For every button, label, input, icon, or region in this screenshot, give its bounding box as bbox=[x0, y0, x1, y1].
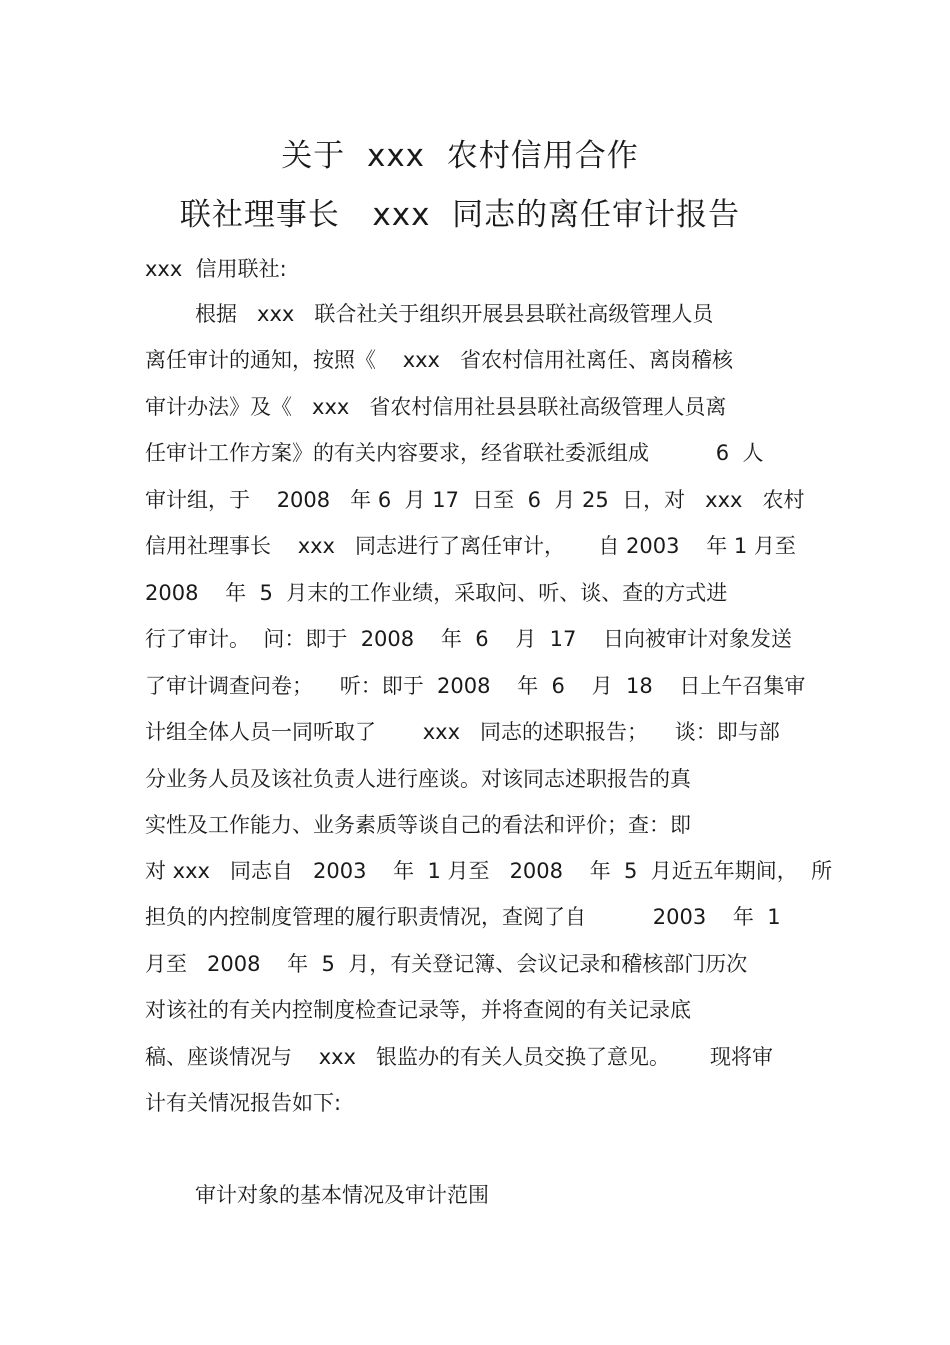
body-line: 计组全体人员一同听取了 xxx 同志的述职报告； 谈：即与部 bbox=[145, 720, 780, 744]
salutation: xxx 信用联社: bbox=[145, 257, 287, 281]
body-line: 了审计调查问卷； 听：即于 2008 年 6 月 18 日上午召集审 bbox=[145, 674, 806, 698]
body-line: 计有关情况报告如下: bbox=[145, 1091, 342, 1115]
body-line: 离任审计的通知，按照《 xxx 省农村信用社离任、离岗稽核 bbox=[145, 348, 734, 372]
body-line: 对 xxx 同志自 2003 年 1 月至 2008 年 5 月近五年期间， 所 bbox=[145, 859, 833, 883]
body-line: 根据 xxx 联合社关于组织开展县县联社高级管理人员 bbox=[195, 302, 714, 326]
body-line: 实性及工作能力、业务素质等谈自己的看法和评价；查：即 bbox=[145, 813, 691, 837]
body-line: 2008 年 5 月末的工作业绩，采取问、听、谈、查的方式进 bbox=[145, 581, 728, 605]
body-line: 审计办法》及《 xxx 省农村信用社县县联社高级管理人员离 bbox=[145, 395, 727, 419]
document-title-line-2: 联社理事长 xxx 同志的离任审计报告 bbox=[179, 197, 741, 233]
document-title-line-1: 关于 xxx 农村信用合作 bbox=[281, 138, 639, 174]
body-line: 审计组，于 2008 年 6 月 17 日至 6 月 25 日，对 xxx 农村 bbox=[145, 488, 805, 512]
body-line: 稿、座谈情况与 xxx 银监办的有关人员交换了意见。 现将审 bbox=[145, 1045, 774, 1069]
body-line: 任审计工作方案》的有关内容要求，经省联社委派组成 6 人 bbox=[145, 441, 764, 465]
body-line: 月至 2008 年 5 月，有关登记簿、会议记录和稽核部门历次 bbox=[145, 952, 748, 976]
body-line: 担负的内控制度管理的履行职责情况，查阅了自 2003 年 1 bbox=[145, 905, 781, 929]
section-heading: 审计对象的基本情况及审计范围 bbox=[195, 1183, 489, 1207]
body-line: 对该社的有关内控制度检查记录等，并将查阅的有关记录底 bbox=[145, 998, 691, 1022]
body-line: 行了审计。 问：即于 2008 年 6 月 17 日向被审计对象发送 bbox=[145, 627, 793, 651]
body-line: 分业务人员及该社负责人进行座谈。对该同志述职报告的真 bbox=[145, 767, 691, 791]
body-line: 信用社理事长 xxx 同志进行了离任审计， 自 2003 年 1 月至 bbox=[145, 534, 796, 558]
